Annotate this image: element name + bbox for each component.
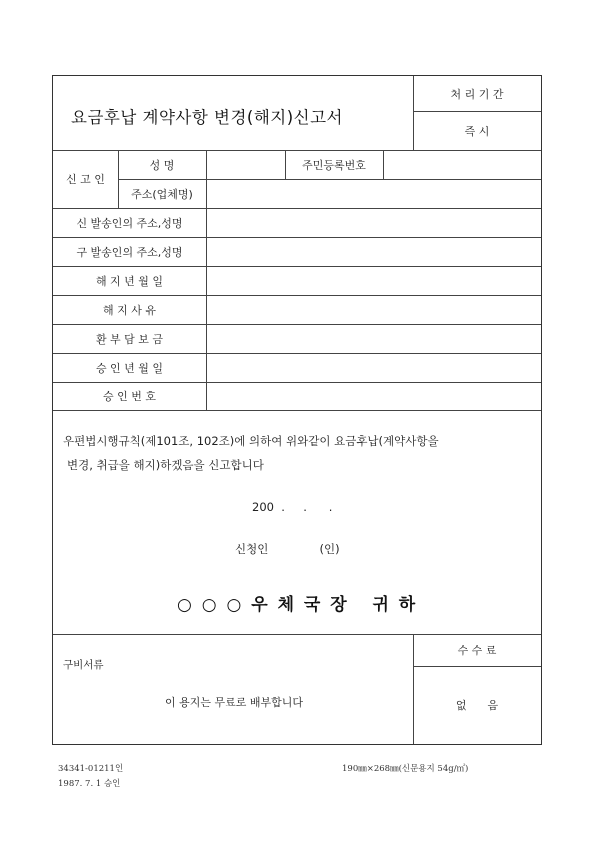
termination-date-label: 해 지 년 월 일 [95,274,164,288]
termination-reason-field[interactable] [207,296,540,323]
form-title: 요금후납 계약사항 변경(해지)신고서 [71,108,343,127]
recipient-line: ○ ○ ○ 우 체 국 장 귀 하 [177,595,418,615]
declaration-line-1: 우편법시행규칙(제101조, 102조)에 의하여 위와같이 요금후납(계약사항을 [63,434,439,448]
termination-reason-label: 해 지 사 유 [103,303,156,317]
approval-date-field[interactable] [207,354,540,381]
address-label: 주소(업체명) [131,187,193,201]
processing-period-value: 즉 시 [464,124,490,138]
resident-number-label: 주민등록번호 [302,158,366,172]
fee-value: 없 음 [455,699,499,712]
termination-date-field[interactable] [207,267,540,294]
refund-deposit-field[interactable] [207,325,540,352]
documents-label: 구비서류 [63,659,104,671]
address-field[interactable] [207,180,540,207]
approval-date: 1987. 7. 1 승인 [58,779,121,789]
form-number: 34341-01211인 [58,764,124,774]
old-sender-field[interactable] [207,238,540,265]
reporter-label: 신 고 인 [66,173,105,186]
old-sender-label: 구 발송인의 주소,성명 [76,245,183,259]
declaration-line-2: 변경, 취급을 해지)하겠음을 신고합니다 [67,458,264,472]
fee-label: 수 수 료 [457,644,497,657]
divider [53,410,541,411]
new-sender-field[interactable] [207,209,540,236]
name-field[interactable] [207,151,284,178]
approval-number-field[interactable] [207,383,540,409]
name-label: 성 명 [149,158,175,172]
resident-number-field[interactable] [384,151,540,178]
approval-number-label: 승 인 번 호 [103,390,156,403]
approval-date-label: 승 인 년 월 일 [95,361,164,375]
report-form [52,75,542,745]
paper-spec: 190㎜×268㎜(신문용지 54g/㎡) [342,764,469,774]
processing-period-label: 처 리 기 간 [450,87,504,101]
date-line: 200 . . . [252,500,333,514]
refund-deposit-label: 환 부 담 보 금 [95,332,164,346]
applicant-line: 신청인 (인) [235,542,340,556]
new-sender-label: 신 발송인의 주소,성명 [76,216,183,230]
free-form-notice: 이 용지는 무료로 배부합니다 [165,696,304,709]
